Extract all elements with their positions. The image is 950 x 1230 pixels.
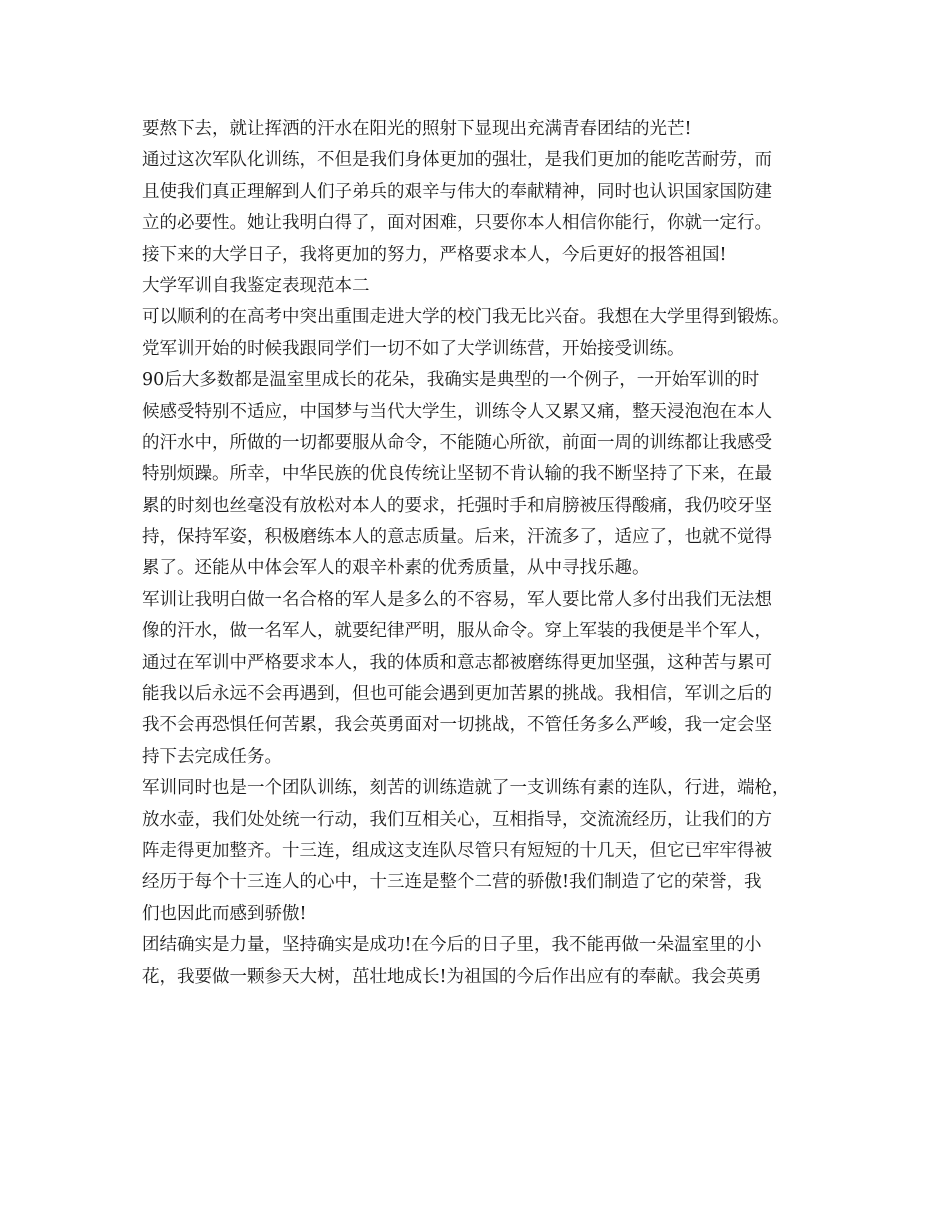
text-line: 持下去完成任务。 <box>142 746 282 767</box>
section-heading: 大学军训自我鉴定表现范本二 <box>142 275 370 296</box>
text-line: 军训同时也是一个团队训练，刻苦的训练造就了一支训练有素的连队，行进，端枪， <box>142 778 790 799</box>
text-line: 放水壶，我们处处统一行动，我们互相关心，互相指导，交流流经历，让我们的方 <box>142 809 772 830</box>
text-line: 团结确实是力量，坚持确实是成功!在今后的日子里，我不能再做一朵温室里的小 <box>142 935 762 956</box>
text-line: 特别烦躁。所幸，中华民族的优良传统让坚韧不肯认输的我不断坚持了下来，在最 <box>142 464 772 485</box>
text-line: 持，保持军姿，积极磨练本人的意志质量。后来，汗流多了，适应了，也就不觉得 <box>142 527 772 548</box>
text-line: 90后大多数都是温室里成长的花朵，我确实是典型的一个例子，一开始军训的时 <box>142 370 760 391</box>
text-line: 像的汗水，做一名军人，就要纪律严明，服从命令。穿上军装的我便是半个军人， <box>142 621 772 642</box>
text-line: 花，我要做一颗参天大树，茁壮地成长!为祖国的今后作出应有的奉献。我会英勇 <box>142 966 762 987</box>
text-line: 累的时刻也丝毫没有放松对本人的要求，托强时手和肩膀被压得酸痛，我仍咬牙坚 <box>142 495 772 516</box>
text-line: 军训让我明白做一名合格的军人是多么的不容易，军人要比常人多付出我们无法想 <box>142 589 772 610</box>
text-line: 阵走得更加整齐。十三连，组成这支连队尽管只有短短的十几天，但它已牢牢得被 <box>142 840 772 861</box>
text-line: 们也因此而感到骄傲! <box>142 903 307 924</box>
text-line: 累了。还能从中体会军人的艰辛朴素的优秀质量，从中寻找乐趣。 <box>142 558 650 579</box>
text-line: 党军训开始的时候我跟同学们一切不如了大学训练营，开始接受训练。 <box>142 338 685 359</box>
text-line: 接下来的大学日子，我将更加的努力，严格要求本人，今后更好的报答祖国! <box>142 244 727 265</box>
text-line: 立的必要性。她让我明白得了，面对困难，只要你本人相信你能行，你就一定行。 <box>142 213 772 234</box>
text-line: 我不会再恐惧任何苦累，我会英勇面对一切挑战，不管任务多么严峻，我一定会坚 <box>142 715 772 736</box>
text-line: 通过在军训中严格要求本人，我的体质和意志都被磨练得更加坚强，这种苦与累可 <box>142 652 772 673</box>
text-line: 且使我们真正理解到人们子弟兵的艰辛与伟大的奉献精神，同时也认识国家国防建 <box>142 181 772 202</box>
text-line: 能我以后永远不会再遇到，但也可能会遇到更加苦累的挑战。我相信，军训之后的 <box>142 684 772 705</box>
text-line: 候感受特别不适应，中国梦与当代大学生，训练令人又累又痛，整天浸泡泡在本人 <box>142 401 772 422</box>
text-line: 通过这次军队化训练，不但是我们身体更加的强壮，是我们更加的能吃苦耐劳，而 <box>142 150 772 171</box>
text-line: 要熬下去，就让挥洒的汗水在阳光的照射下显现出充满青春团结的光芒! <box>142 119 692 139</box>
text-line: 的汗水中，所做的一切都要服从命令，不能随心所欲，前面一周的训练都让我感受 <box>142 432 772 453</box>
text-line: 可以顺利的在高考中突出重围走进大学的校门我无比兴奋。我想在大学里得到锻炼。 <box>142 307 790 328</box>
body-text <box>142 114 832 993</box>
text-line: 经历于每个十三连人的心中，十三连是整个二营的骄傲!我们制造了它的荣誉，我 <box>142 872 762 893</box>
